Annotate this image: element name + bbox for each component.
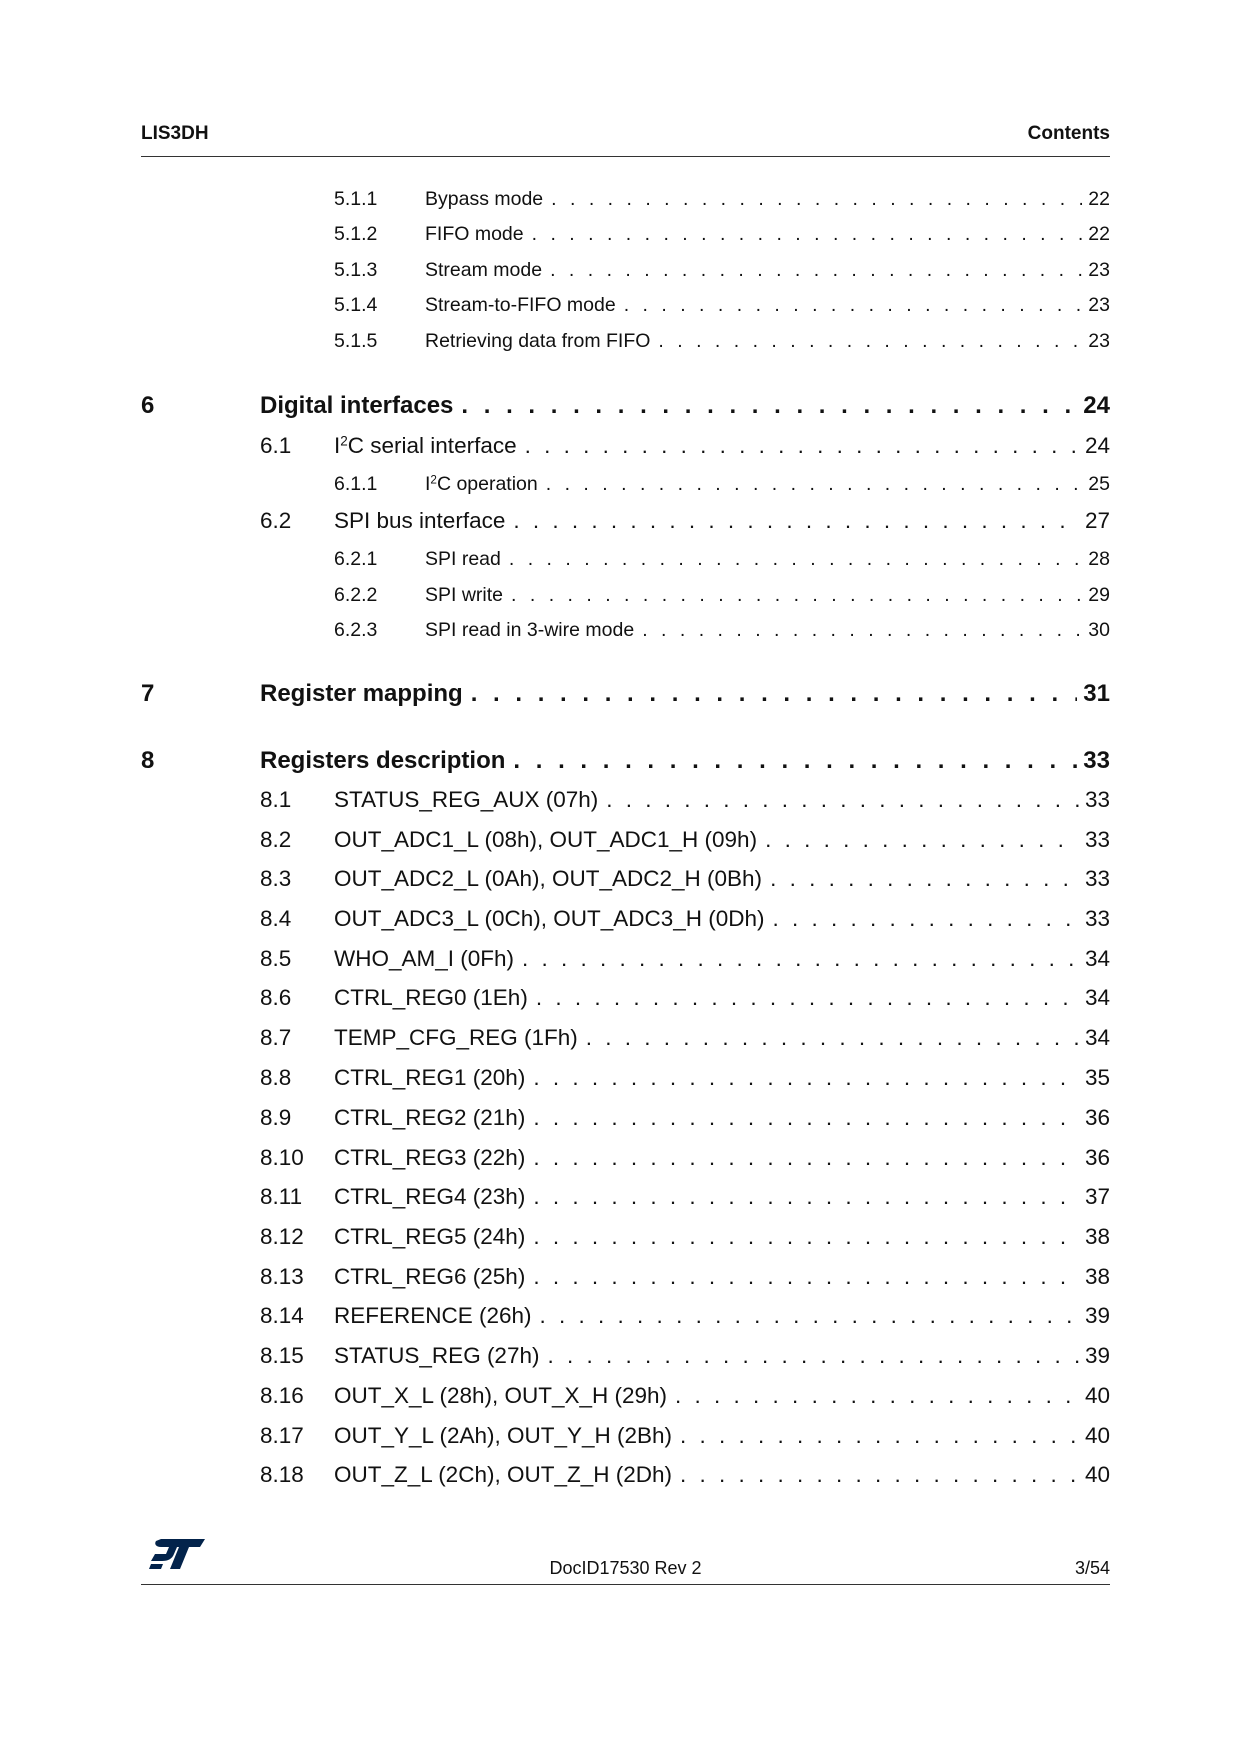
dot-leader [536, 985, 1079, 1011]
toc-title: STATUS_REG_AUX (07h) [334, 787, 599, 812]
toc-entry-8-11[interactable] [0, 1184, 1240, 1214]
dot-leader [770, 866, 1079, 892]
footer-page-number: 3/54 [1074, 1558, 1110, 1578]
toc-number: 8.7 [260, 1025, 292, 1050]
dot-leader [547, 1343, 1079, 1369]
toc-chapter-6[interactable] [0, 392, 1240, 422]
toc-entry-8-14[interactable] [0, 1303, 1240, 1333]
toc-number: 8 [141, 747, 155, 774]
toc-page: 24 [1083, 392, 1110, 419]
toc-number: 8.13 [260, 1264, 304, 1289]
dot-leader [773, 906, 1079, 932]
toc-page: 33 [1084, 787, 1110, 812]
toc-page: 36 [1084, 1145, 1110, 1170]
dot-leader [550, 259, 1082, 282]
page-footer [141, 1536, 1110, 1585]
dot-leader [522, 946, 1079, 972]
toc-title: CTRL_REG5 (24h) [334, 1224, 526, 1249]
dot-leader [765, 827, 1079, 853]
toc-title: TEMP_CFG_REG (1Fh) [334, 1025, 578, 1050]
toc-entry-8-8[interactable] [0, 1065, 1240, 1095]
toc-entry-8-5[interactable] [0, 946, 1240, 976]
toc-chapter-7[interactable] [0, 680, 1240, 710]
toc-title: CTRL_REG4 (23h) [334, 1184, 526, 1209]
toc-page: 27 [1084, 508, 1110, 533]
toc-entry-6-2-2[interactable] [0, 584, 1240, 614]
dot-leader [525, 433, 1079, 459]
toc-entry-8-10[interactable] [0, 1145, 1240, 1175]
toc-number: 8.11 [260, 1184, 303, 1209]
toc-page: 39 [1084, 1303, 1110, 1328]
toc-entry-6-2[interactable] [0, 508, 1240, 538]
toc-number: 8.8 [260, 1065, 292, 1090]
toc-number: 8.9 [260, 1105, 292, 1130]
toc-page: 33 [1083, 747, 1110, 774]
toc-entry-8-18[interactable] [0, 1462, 1240, 1492]
toc-title: Stream-to-FIFO mode [425, 294, 616, 316]
toc-title: OUT_X_L (28h), OUT_X_H (29h) [334, 1383, 668, 1408]
dot-leader [675, 1383, 1079, 1409]
toc-title: Register mapping [260, 680, 463, 707]
toc-page: 38 [1084, 1264, 1110, 1289]
toc-page: 40 [1084, 1383, 1110, 1408]
toc-number: 8.16 [260, 1383, 304, 1408]
toc-number: 8.10 [260, 1145, 304, 1170]
toc-title: Registers description [260, 747, 506, 774]
toc-entry-6-1[interactable] [0, 433, 1240, 463]
toc-title: CTRL_REG6 (25h) [334, 1264, 526, 1289]
toc-number: 6.2.1 [334, 548, 378, 570]
toc-page: 23 [1088, 330, 1110, 352]
toc-title: $I^2C$ operation [425, 473, 538, 495]
toc-number: 5.1.4 [334, 294, 378, 316]
toc-title: OUT_ADC2_L (0Ah), OUT_ADC2_H (0Bh) [334, 866, 763, 891]
toc-title: SPI bus interface [334, 508, 506, 533]
toc-number: 8.14 [260, 1303, 304, 1328]
dot-leader [546, 473, 1083, 496]
toc-number: 8.2 [260, 827, 292, 852]
toc-title: SPI read in 3-wire mode [425, 619, 635, 641]
toc-page: 25 [1088, 473, 1110, 495]
toc-title: Retrieving data from FIFO [425, 330, 651, 352]
dot-leader [461, 392, 1077, 420]
toc-page: 34 [1084, 1025, 1110, 1050]
toc-entry-6-1-1[interactable] [0, 473, 1240, 503]
toc-number: 8.5 [260, 946, 292, 971]
dot-leader [471, 680, 1078, 708]
toc-entry-8-3[interactable] [0, 866, 1240, 896]
dot-leader [680, 1462, 1079, 1488]
toc-page: 29 [1088, 584, 1110, 606]
toc-number: 8.12 [260, 1224, 304, 1249]
toc-number: 8.6 [260, 985, 292, 1010]
toc-number: 6.2.3 [334, 619, 378, 641]
toc-entry-5-1-1[interactable] [0, 188, 1240, 218]
toc-title: SPI read [425, 548, 501, 570]
toc-entry-5-1-5[interactable] [0, 330, 1240, 360]
toc-entry-8-2[interactable] [0, 827, 1240, 857]
dot-leader [551, 188, 1082, 211]
toc-number: 8.4 [260, 906, 292, 931]
dot-leader [532, 223, 1083, 246]
toc-page: 38 [1084, 1224, 1110, 1249]
toc-page: 28 [1088, 548, 1110, 570]
toc-page: 33 [1084, 906, 1110, 931]
toc-number: 8.17 [260, 1423, 304, 1448]
toc-title: CTRL_REG2 (21h) [334, 1105, 526, 1130]
toc-page: 33 [1084, 866, 1110, 891]
toc-title: OUT_ADC3_L (0Ch), OUT_ADC3_H (0Dh) [334, 906, 765, 931]
toc-page: 22 [1088, 223, 1110, 245]
toc-page: 24 [1084, 433, 1110, 458]
toc-page: 40 [1084, 1462, 1110, 1487]
toc-title: Stream mode [425, 259, 543, 281]
toc-entry-5-1-4[interactable] [0, 294, 1240, 324]
toc-number: 8.18 [260, 1462, 304, 1487]
toc-number: 6 [141, 392, 155, 419]
dot-leader [642, 619, 1082, 642]
dot-leader [540, 1303, 1079, 1329]
toc-page: 35 [1084, 1065, 1110, 1090]
toc-number: 6.2 [260, 508, 292, 533]
toc-title: OUT_ADC1_L (08h), OUT_ADC1_H (09h) [334, 827, 758, 852]
toc-page: 39 [1084, 1343, 1110, 1368]
toc-number: 8.1 [260, 787, 292, 812]
toc-number: 5.1.3 [334, 259, 378, 281]
dot-leader [680, 1423, 1079, 1449]
toc-number: 8.15 [260, 1343, 304, 1368]
toc-number: 5.1.2 [334, 223, 378, 245]
toc-title: OUT_Y_L (2Ah), OUT_Y_H (2Bh) [334, 1423, 673, 1448]
toc-number: 6.1.1 [334, 473, 378, 495]
toc-page: 22 [1088, 188, 1110, 210]
toc-entry-8-17[interactable] [0, 1423, 1240, 1453]
dot-leader [533, 1065, 1079, 1091]
toc-number: 5.1.1 [334, 188, 378, 210]
toc-number: 6.2.2 [334, 584, 378, 606]
toc-entry-6-2-1[interactable] [0, 548, 1240, 578]
toc-page: 23 [1088, 259, 1110, 281]
toc-title: OUT_Z_L (2Ch), OUT_Z_H (2Dh) [334, 1462, 672, 1487]
toc-entry-8-1[interactable] [0, 787, 1240, 817]
dot-leader [513, 747, 1077, 775]
toc-title: Bypass mode [425, 188, 544, 210]
toc-entry-8-13[interactable] [0, 1264, 1240, 1294]
toc-page: 34 [1084, 985, 1110, 1010]
toc-page: 36 [1084, 1105, 1110, 1130]
toc-title: STATUS_REG (27h) [334, 1343, 540, 1368]
toc-number: 7 [141, 680, 155, 707]
toc-title: SPI write [425, 584, 504, 606]
toc-title: REFERENCE (26h) [334, 1303, 532, 1328]
toc-title: CTRL_REG1 (20h) [334, 1065, 526, 1090]
dot-leader [533, 1105, 1079, 1131]
toc-entry-8-6[interactable] [0, 985, 1240, 1015]
dot-leader [533, 1184, 1079, 1210]
dot-leader [586, 1025, 1079, 1051]
toc-title: FIFO mode [425, 223, 524, 245]
toc-entry-8-9[interactable] [0, 1105, 1240, 1135]
toc-title: CTRL_REG3 (22h) [334, 1145, 526, 1170]
toc-page: 23 [1088, 294, 1110, 316]
dot-leader [513, 508, 1079, 534]
toc-chapter-8[interactable] [0, 747, 1240, 777]
toc-title: WHO_AM_I (0Fh) [334, 946, 515, 971]
toc-entry-5-1-3[interactable] [0, 259, 1240, 289]
toc-page: 33 [1084, 827, 1110, 852]
toc-page: 34 [1084, 946, 1110, 971]
toc-page: 40 [1084, 1423, 1110, 1448]
dot-leader [511, 584, 1082, 607]
toc-entry-6-2-3[interactable] [0, 619, 1240, 649]
toc-entry-5-1-2[interactable] [0, 223, 1240, 253]
dot-leader [533, 1224, 1079, 1250]
dot-leader [658, 330, 1082, 353]
toc-entry-8-15[interactable] [0, 1343, 1240, 1373]
dot-leader [533, 1264, 1079, 1290]
toc-title: CTRL_REG0 (1Eh) [334, 985, 528, 1010]
header-section: Contents [1027, 123, 1110, 144]
toc-entry-8-16[interactable] [0, 1383, 1240, 1413]
toc-page: 37 [1084, 1184, 1110, 1209]
footer-doc-id: DocID17530 Rev 2 [549, 1558, 702, 1578]
dot-leader [606, 787, 1079, 813]
dot-leader [624, 294, 1083, 317]
toc-number: 5.1.5 [334, 330, 378, 352]
toc-number: 8.3 [260, 866, 292, 891]
dot-leader [509, 548, 1082, 571]
toc-title: Digital interfaces [260, 392, 454, 419]
toc-number: 6.1 [260, 433, 292, 458]
dot-leader [533, 1145, 1079, 1171]
toc-page: 30 [1088, 619, 1110, 641]
toc-title: $I^2C$ serial interface [334, 433, 517, 458]
toc-entry-8-4[interactable] [0, 906, 1240, 936]
toc-page: 31 [1083, 680, 1110, 707]
toc-entry-8-12[interactable] [0, 1224, 1240, 1254]
header-product: LIS3DH [141, 123, 209, 144]
toc-entry-8-7[interactable] [0, 1025, 1240, 1055]
